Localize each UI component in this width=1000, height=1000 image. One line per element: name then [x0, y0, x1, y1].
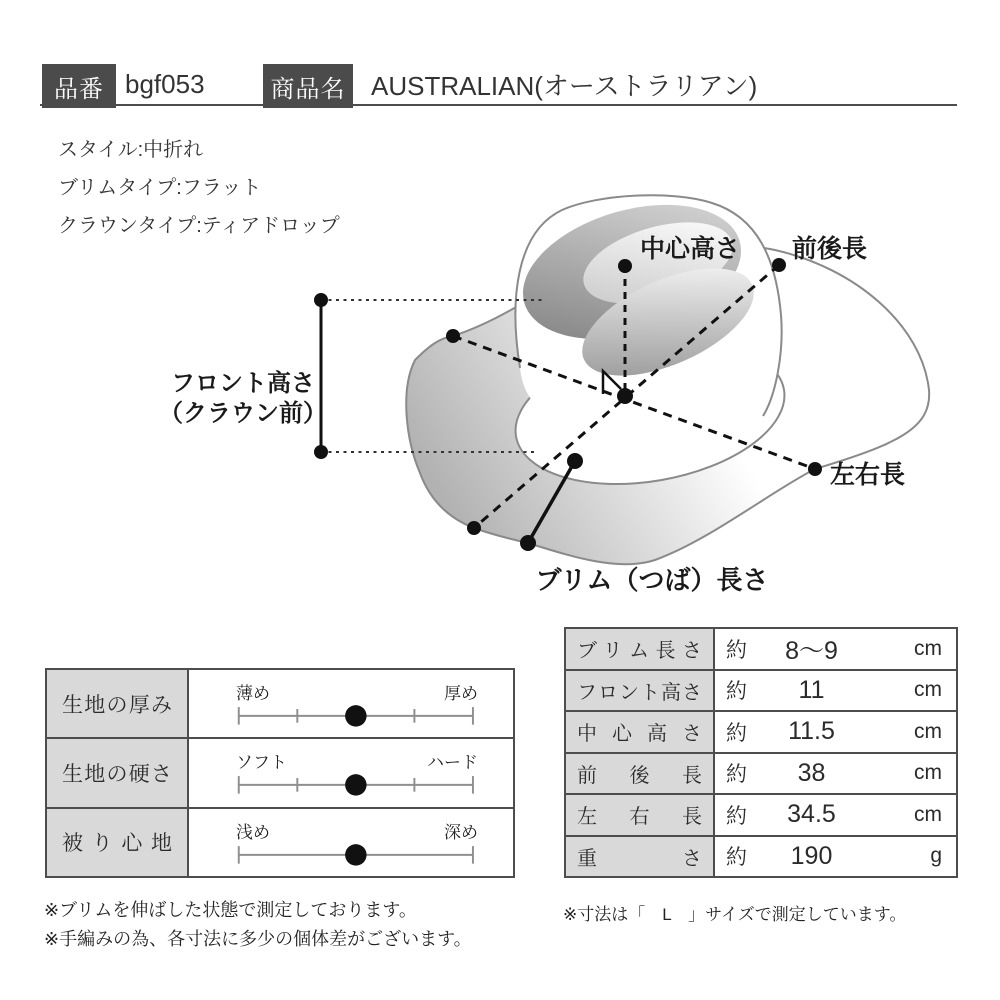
label-front-height-1: フロント高さ: [171, 370, 315, 397]
feel-slider-thickness: [189, 670, 513, 737]
spec-style: スタイル:中折れ: [58, 139, 204, 161]
slider-dot: [345, 774, 366, 795]
size-row-left-right: 左右長 約 34.5 cm: [566, 795, 956, 837]
feel-label-fit: 被り心地: [47, 809, 189, 876]
header-underline: [40, 104, 957, 106]
feel-row-stiffness: [47, 739, 513, 808]
feel-label-stiffness: 生地の硬さ: [47, 739, 189, 806]
size-row-front-height: フロント高さ 約 11 cm: [566, 671, 956, 713]
spec-brim-type: ブリムタイプ:フラット: [58, 177, 262, 199]
hat-measurement-diagram: [0, 180, 1000, 610]
feel-label-thickness: 生地の厚み: [47, 670, 189, 737]
product-name-value: AUSTRALIAN(オーストラリアン): [371, 70, 758, 101]
size-row-front-back: 前後長 約 38 cm: [566, 754, 956, 796]
slider-scale: [189, 809, 511, 876]
label-front-height-2: （クラウン前）: [159, 400, 327, 427]
feel-slider-stiffness: [189, 739, 513, 806]
slider-dot: [345, 705, 366, 726]
slider-scale: [189, 739, 511, 806]
size-value-left-right: 34.5: [787, 800, 836, 829]
size-value-front-back: 38: [797, 758, 826, 787]
spec-crown-type: クラウンタイプ:ティアドロップ: [58, 215, 340, 237]
label-center-height: 中心高さ: [640, 235, 741, 263]
slider-max-label: ハード: [427, 753, 478, 773]
size-row-weight: 重さ 約 190 g: [566, 837, 956, 877]
item-number-label: 品番: [42, 64, 116, 108]
footnote-handmade: ※手編みの為、各寸法に多少の個体差がございます。: [44, 929, 472, 949]
slider-dot: [345, 844, 366, 865]
footnote-size-l: ※寸法は「 L 」サイズで測定しています。: [563, 905, 907, 924]
slider-max-label: 厚め: [444, 684, 478, 703]
feel-row-thickness: [47, 670, 513, 739]
size-spec-table: [564, 627, 958, 878]
product-name-label: 商品名: [263, 64, 353, 108]
slider-max-label: 深め: [444, 822, 478, 842]
footnote-brim-measure: ※ブリムを伸ばした状態で測定しております。: [44, 900, 417, 920]
size-value-front-height: 11: [798, 675, 825, 704]
size-value-brim: 8〜9: [785, 636, 838, 665]
size-value-center-height: 11.5: [788, 717, 835, 746]
item-number-value: bgf053: [125, 68, 205, 99]
label-front-back-length: 前後長: [792, 235, 868, 263]
slider-min-label: 薄め: [236, 684, 270, 703]
label-left-right-length: 左右長: [830, 461, 906, 489]
slider-min-label: ソフト: [236, 753, 287, 773]
feel-slider-fit: [189, 809, 513, 876]
size-row-center-height: 中心高さ 約 11.5 cm: [566, 712, 956, 754]
size-value-weight: 190: [790, 841, 833, 870]
fabric-feel-table: [45, 668, 515, 878]
slider-scale: [189, 670, 511, 737]
feel-row-fit: [47, 809, 513, 876]
size-row-brim: ブリム長さ 約 8〜9 cm: [566, 629, 956, 671]
label-brim-length: ブリム（つば）長さ: [535, 565, 769, 595]
slider-min-label: 浅め: [236, 822, 270, 842]
